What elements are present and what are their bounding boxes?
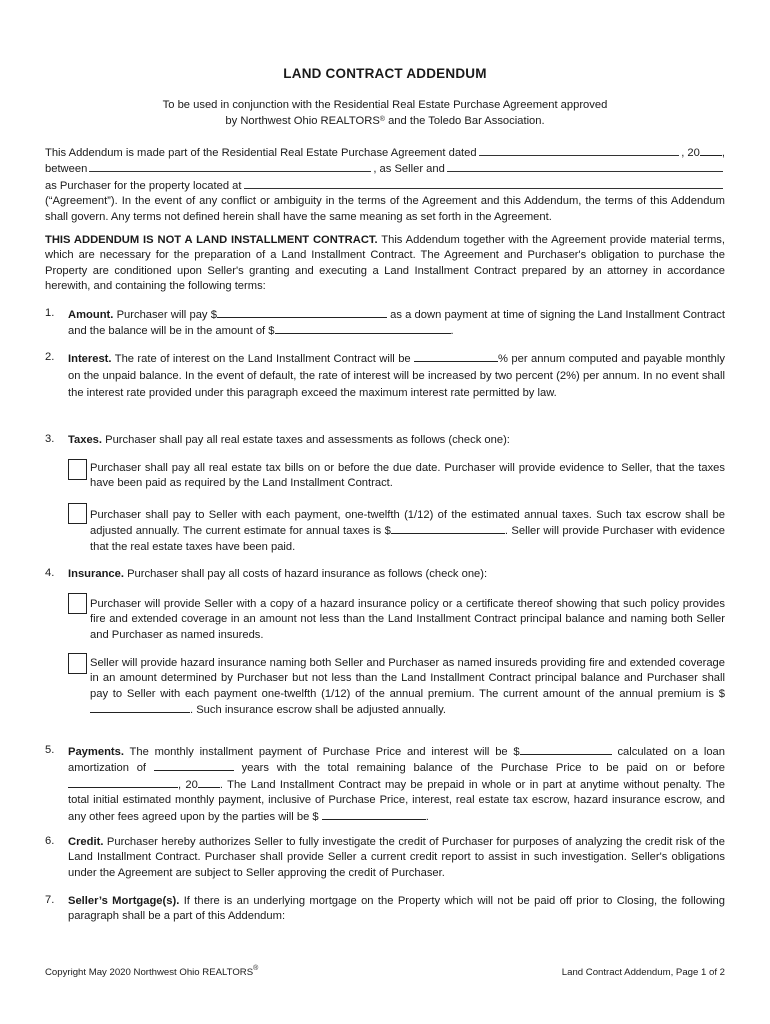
intro-as-seller: , as Seller and — [373, 163, 445, 176]
item-5-number: 5. — [45, 744, 55, 756]
payoff-year-field[interactable] — [198, 777, 220, 788]
item-7-heading: Seller’s Mortgage(s). — [68, 895, 180, 907]
item-6-text: Purchaser hereby authorizes Seller to fully investigate the credit of Purchaser for purposes of analyzing the credit risk of the Land Installment Contract. Purchaser shall provide Seller a current credit report to assist in such investigation. Seller's obligations under the Agreement are subject to Seller approving the credit of Purchaser. — [68, 836, 725, 879]
intro-comma: , — [721, 147, 725, 159]
item-2-text-b: % per annum computed and payable monthly on the unpaid balance. In the event of default, the rate of interest will be increased by two percent (2%) per annum. In no event shall the interest rate provided under this paragraph exceed the maximum interest rate permitted by law. — [68, 353, 725, 399]
item-5-text-d: , 20 — [178, 778, 198, 791]
property-address-field[interactable] — [244, 178, 723, 189]
item-1-number: 1. — [45, 307, 55, 319]
item-7-number: 7. — [45, 894, 55, 906]
intro-property-located: as Purchaser for the property located at — [45, 179, 242, 192]
insurance-option-2-text-a: Seller will provide hazard insurance naming both Seller and Purchaser as named insureds providing fire and extended coverage in an amount determined by Purchaser but not less than the Land Installment Contract principal balance and Purchaser shall pay to Seller with each payment one-twelfth (1/12) of the annual premium. The current amount of the annual premium is $ — [90, 657, 725, 700]
notice-text: This Addendum together with the Agreement provide material terms, which are necessary for the preparation of a Land Installment Contract. The Agreement and Purchaser's obligation to purchase the Property are conditioned upon Seller's granting and executing a Land Installment Contract prepared by an attorney in accordance herewith, and containing the following terms: — [45, 234, 725, 293]
insurance-option-1-text: Purchaser will provide Seller with a copy of a hazard insurance policy or a certificate thereof showing that such policy provides fire and extended coverage in an amount not less than the Land Installment Contract principal balance and naming both Seller and Purchaser as named insureds. — [90, 598, 725, 641]
amortization-years-field[interactable] — [154, 760, 234, 771]
item-1-text-a: Purchaser will pay $ — [113, 309, 217, 321]
item-5-text-c: years with the total remaining balance of the Purchase Price to be paid on or before — [233, 762, 726, 775]
document-title: LAND CONTRACT ADDENDUM — [283, 66, 487, 81]
footer-registered-mark: ® — [253, 965, 259, 972]
intro-line-3 — [45, 178, 725, 194]
item-5-heading: Payments. — [68, 746, 124, 758]
item-4-insurance — [68, 567, 725, 582]
intro-between: between — [45, 163, 88, 176]
payoff-date-field[interactable] — [68, 777, 178, 788]
document-subtitle — [0, 98, 770, 129]
item-2-text-a: The rate of interest on the Land Installment Contract will be — [111, 353, 415, 365]
agreement-year-field[interactable] — [700, 145, 722, 156]
agreement-date-field[interactable] — [479, 145, 680, 156]
taxes-option-2-text — [90, 508, 725, 555]
item-2-interest — [68, 351, 725, 402]
intro-year-prefix: , 20 — [681, 147, 700, 159]
item-3-number: 3. — [45, 433, 55, 445]
insurance-option-1-checkbox[interactable] — [68, 593, 87, 614]
down-payment-field[interactable] — [217, 307, 387, 318]
intro-body: (“Agreement”). In the event of any conflict or ambiguity in the terms of the Agreement and this Addendum, the terms of this Addendum shall govern. Any terms not defined herein shall have the same meaning as set forth in the Agreement. — [45, 195, 725, 223]
taxes-option-2-checkbox[interactable] — [68, 503, 87, 524]
taxes-option-1-checkbox[interactable] — [68, 459, 87, 480]
item-3-taxes — [68, 433, 725, 448]
taxes-option-1-text: Purchaser shall pay all real estate tax bills on or before the due date. Purchaser will provide evidence to Seller, that the taxes have been paid as required by the Land Installment Contract. — [90, 462, 725, 490]
item-2-number: 2. — [45, 351, 55, 363]
item-1-amount — [68, 307, 725, 340]
footer-page-number: Land Contract Addendum, Page 1 of 2 — [561, 967, 725, 978]
insurance-option-2-text — [90, 656, 725, 719]
subtitle-line-1: To be used in conjunction with the Residential Real Estate Purchase Agreement approved — [162, 99, 608, 111]
item-7-text: If there is an underlying mortgage on the Property which will not be paid off prior to Closing, the following paragraph shall be a part of this Addendum: — [68, 895, 725, 923]
item-1-text-b: as a down payment at time of signing the Land Installment Contract and the balance will be in the amount of $ — [68, 309, 726, 338]
total-monthly-payment-field[interactable] — [322, 809, 426, 820]
subtitle-line-2 — [0, 114, 770, 130]
item-6-heading: Credit. — [68, 836, 104, 848]
taxes-option-2-text-b: . Seller will provide Purchaser with evidence that the real estate taxes have been paid. — [90, 525, 725, 553]
purchaser-name-field[interactable] — [447, 161, 723, 172]
item-5-payments — [68, 744, 725, 825]
subtitle-line-2-start: by Northwest Ohio REALTORS — [225, 114, 380, 127]
item-1-heading: Amount. — [68, 309, 114, 321]
item-4-text: Purchaser shall pay all costs of hazard insurance as follows (check one): — [123, 568, 488, 580]
item-5-text-e: . The Land Installment Contract may be prepaid in whole or in part at anytime without penalty. The total initial estimated monthly payment, inclusive of Purchase Price, interest, real estate tax escrow, hazard insurance escrow, and any other fees agreed upon by the parties will be $ — [68, 778, 726, 823]
registered-mark: ® — [379, 115, 385, 123]
taxes-option-2-text-a: Purchaser shall pay to Seller with each payment, one-twelfth (1/12) of the estimated annual taxes. Such tax escrow shall be adjusted annually. The current estimate for annual taxes is $ — [90, 509, 725, 538]
monthly-payment-field[interactable] — [520, 744, 612, 755]
item-7-sellers-mortgage — [68, 894, 725, 925]
item-3-text: Purchaser shall pay all real estate taxes and assessments as follows (check one): — [102, 434, 510, 446]
footer-copyright — [45, 967, 258, 978]
item-2-heading: Interest. — [68, 353, 112, 365]
notice-paragraph — [45, 233, 725, 295]
item-1-text-c: . — [450, 325, 454, 338]
annual-taxes-field[interactable] — [391, 523, 505, 534]
item-5-text-f: . — [425, 810, 429, 823]
insurance-option-2-text-b: . Such insurance escrow shall be adjusted annually. — [190, 704, 447, 717]
item-4-heading: Insurance. — [68, 568, 124, 580]
intro-line-1 — [45, 145, 725, 161]
item-5-text-b: calculated on a loan amortization of — [68, 746, 725, 775]
item-3-heading: Taxes. — [68, 434, 102, 446]
annual-premium-field[interactable] — [90, 702, 190, 713]
balance-amount-field[interactable] — [275, 323, 451, 334]
intro-line-2 — [45, 161, 725, 177]
intro-paragraph — [45, 145, 725, 225]
insurance-option-2-checkbox[interactable] — [68, 653, 87, 674]
subtitle-line-2-end: and the Toledo Bar Association. — [384, 114, 545, 127]
footer-copyright-text: Copyright May 2020 Northwest Ohio REALTORS — [45, 967, 254, 978]
seller-name-field[interactable] — [89, 161, 371, 172]
interest-rate-field[interactable] — [414, 351, 498, 362]
item-6-number: 6. — [45, 835, 55, 847]
item-5-text-a: The monthly installment payment of Purchase Price and interest will be $ — [123, 746, 520, 758]
intro-text-dated: This Addendum is made part of the Residential Real Estate Purchase Agreement dated — [45, 147, 477, 159]
item-4-number: 4. — [45, 567, 55, 579]
notice-heading: THIS ADDENDUM IS NOT A LAND INSTALLMENT CONTRACT. — [45, 234, 378, 246]
item-6-credit — [68, 835, 725, 881]
